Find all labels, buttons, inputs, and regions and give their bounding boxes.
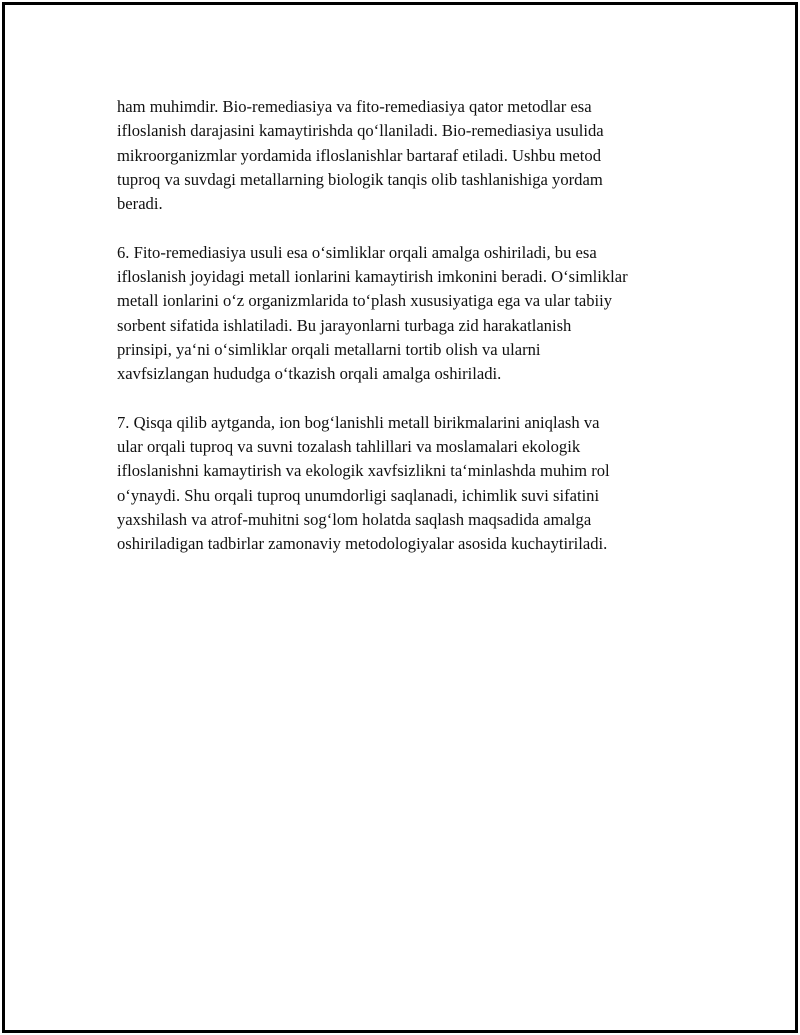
text-line: beradi. — [117, 194, 163, 214]
text-line: xavfsizlangan hududga o‘tkazish orqali amalga oshiriladi. — [117, 364, 502, 384]
text-line: ifloslanish darajasini kamaytirishda qo‘llaniladi. Bio-remediasiya usulida — [117, 121, 604, 141]
text-line: ham muhimdir. Bio-remediasiya va fito-remediasiya qator metodlar esa — [117, 97, 592, 116]
text-line: prinsipi, ya‘ni o‘simliklar orqali metallarni tortib olish va ularni — [117, 339, 541, 359]
text-line: metall ionlarini o‘z organizmlarida to‘plash xususiyatiga ega va ular tabiiy — [117, 291, 613, 311]
document-body — [117, 95, 677, 581]
paragraph-1 — [117, 95, 677, 216]
paragraph-7 — [117, 411, 677, 557]
text-line: tuproq va suvdagi metallarning biologik tanqis olib tashlanishiga yordam — [117, 169, 603, 189]
text-line: mikroorganizmlar yordamida ifloslanishlar bartaraf etiladi. Ushbu metod — [117, 145, 601, 165]
text-line: ular orqali tuproq va suvni tozalash tahlillari va moslamalari ekologik — [117, 437, 581, 457]
text-line: 7. Qisqa qilib aytganda, ion bog‘lanishli metall birikmalarini aniqlash va — [117, 412, 600, 432]
text-line: o‘ynaydi. Shu orqali tuproq unumdorligi saqlanadi, ichimlik suvi sifatini — [117, 485, 600, 505]
text-line: ifloslanish joyidagi metall ionlarini kamaytirish imkonini beradi. O‘simliklar — [117, 267, 628, 287]
text-line: 6. Fito-remediasiya usuli esa o‘simliklar orqali amalga oshiriladi, bu esa — [117, 242, 597, 262]
text-line: sorbent sifatida ishlatiladi. Bu jarayonlarni turbaga zid harakatlanish — [117, 315, 572, 335]
paragraph-6 — [117, 241, 677, 387]
text-line: ifloslanishni kamaytirish va ekologik xavfsizlikni ta‘minlashda muhim rol — [117, 461, 610, 481]
text-line: oshiriladigan tadbirlar zamonaviy metodologiyalar asosida kuchaytiriladi. — [117, 534, 608, 554]
text-line: yaxshilash va atrof-muhitni sog‘lom holatda saqlash maqsadida amalga — [117, 510, 592, 530]
